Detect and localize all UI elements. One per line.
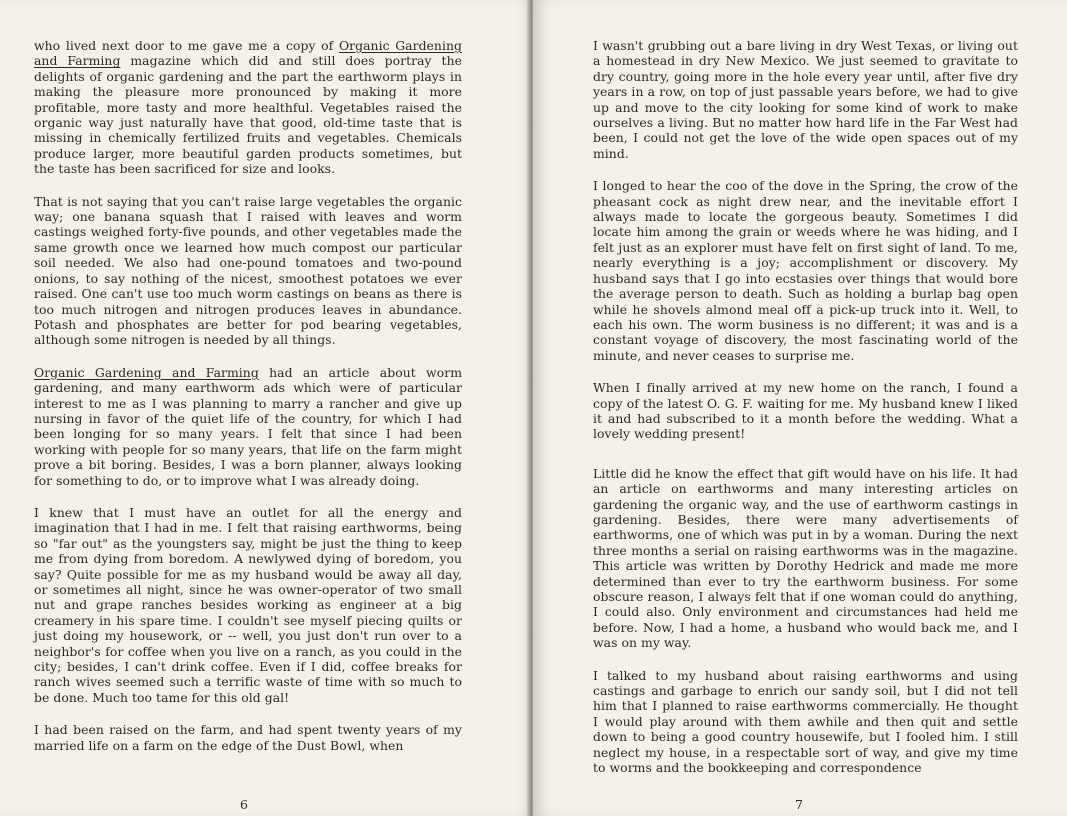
text-run: had an article about worm gardening, and many earthworm ads which were of particular interest to me as I was planning to marry a rancher and give up nursing in favor of the quiet life of the country, for which I had been longing for so many years. I felt that since I had been working with people for so many years, that life on the farm might prove a bit boring. Besides, I was a born planner, always looking for something to do, or to improve what I was already doing. [34, 364, 462, 488]
left-paragraph-2: That is not saying that you can't raise large vegetables the organic way; one banana squash that I raised with leaves and worm castings weighed forty-five pounds, and other vegetables made the same growth once we learned how much compost our particular soil needed. We also had one-pound tomatoes and two-pound onions, to say nothing of the nicest, smoothest potatoes we ever raised. One can't use too much worm castings on beans as there is too much nitrogen and nitrogen produces leaves in abundance. Potash and phosphates are better for pod bearing vegetables, although some nitrogen is needed by all things. [34, 193, 462, 348]
left-paragraph-5: I had been raised on the farm, and had spent twenty years of my married life on a farm on the edge of the Dust Bowl, when [34, 722, 462, 753]
right-paragraph-5: I talked to my husband about raising earthworms and using castings and garbage to enrich our sandy soil, but I did not tell him that I planned to raise earthworms commercially. He thought I would play around with them awhile and then quit and settle down to being a good country housewife, but I fooled him. I still neglect my house, in a respectable sort of way, and give my time to worms and the bookkeeping and correspondence [593, 667, 1018, 776]
left-paragraph-1 [34, 38, 462, 177]
text-run: who lived next door to me gave me a copy of [34, 38, 339, 53]
right-paragraph-3: When I finally arrived at my new home on the ranch, I found a copy of the latest O. G. F. waiting for me. My husband knew I liked it and had subscribed to it a month before the wedding. What a lovely wedding present! [593, 380, 1018, 442]
left-page [0, 0, 531, 816]
text-run: magazine which did and still does portray the delights of organic gardening and the part the earthworm plays in making the pleasure more pronounced by making it more profitable, more tasty and more healthful. Vegetables raised the organic way just naturally have that good, old-time taste that is missing in chemically fertilized fruits and vegetables. Chemicals produce larger, more beautiful garden products sometimes, but the taste has been sacrificed for size and looks. [34, 53, 462, 177]
magazine-title: Organic Gardening and Farming [34, 38, 462, 69]
page-number-left: 6 [240, 797, 248, 812]
right-paragraph-4: Little did he know the effect that gift would have on his life. It had an article on earthworms and many interesting articles on gardening the organic way, and the use of earthworm castings in gardening. Besides, there were many advertisements of earthworms, one of which was put in by a woman. During the next three months a serial on raising earthworms was in the magazine. This article was written by Dorothy Hedrick and made me more determined than ever to try the earthworm business. For some obscure reason, I always felt that if one woman could do anything, I could also. Only environment and circumstances had held me before. Now, I had a home, a husband who would back me, and I was on my way. [593, 465, 1018, 651]
left-paragraph-4: I knew that I must have an outlet for all the energy and imagination that I had in me. I felt that raising earthworms, being so "far out" as the youngsters say, might be just the thing to keep me from dying from boredom. A newlywed dying of boredom, you say? Quite possible for me as my husband would be away all day, or sometimes all night, since he was owner-operator of two small nut and grape ranches besides working as engineer at a big creamery in his spare time. I couldn't see myself piecing quilts or just doing my housework, or -- well, you just don't run over to a neighbor's for coffee when you live on a ranch, as you could in the city; besides, I can't drink coffee. Even if I did, coffee breaks for ranch wives seemed such a terrific waste of time with so much to be done. Much too tame for this old gal! [34, 504, 462, 705]
right-page [533, 0, 1067, 816]
page-number-right: 7 [795, 797, 803, 812]
right-paragraph-1: I wasn't grubbing out a bare living in dry West Texas, or living out a homestead in dry New Mexico. We just seemed to gravitate to dry country, going more in the hole every year until, after five dry years in a row, on top of just passable years before, we had to give up and move to the city looking for some kind of work to make ourselves a living. But no matter how hard life in the Far West had been, I could not get the love of the wide open spaces out of my mind. [593, 38, 1018, 161]
left-paragraph-3 [34, 365, 462, 488]
right-paragraph-2: I longed to hear the coo of the dove in the Spring, the crow of the pheasant cock as night drew near, and the inevitable effort I always made to locate the gorgeous beauty. Sometimes I did locate him among the grain or weeds where he was hiding, and I felt just as an explorer must have felt on first sight of land. To me, nearly everything is a joy; accomplishment or discovery. My husband says that I go into ecstasies over things that would bore the average person to death. Such as holding a burlap bag open while he shovels almond meal off a pick-up truck into it. Well, to each his own. The worm business is no different; it was and is a constant voyage of discovery, the most fascinating world of the minute, and never ceases to surprise me. [593, 178, 1018, 363]
right-text-column [593, 38, 1018, 792]
left-text-column [34, 38, 462, 770]
magazine-title: Organic Gardening and Farming [34, 364, 259, 380]
